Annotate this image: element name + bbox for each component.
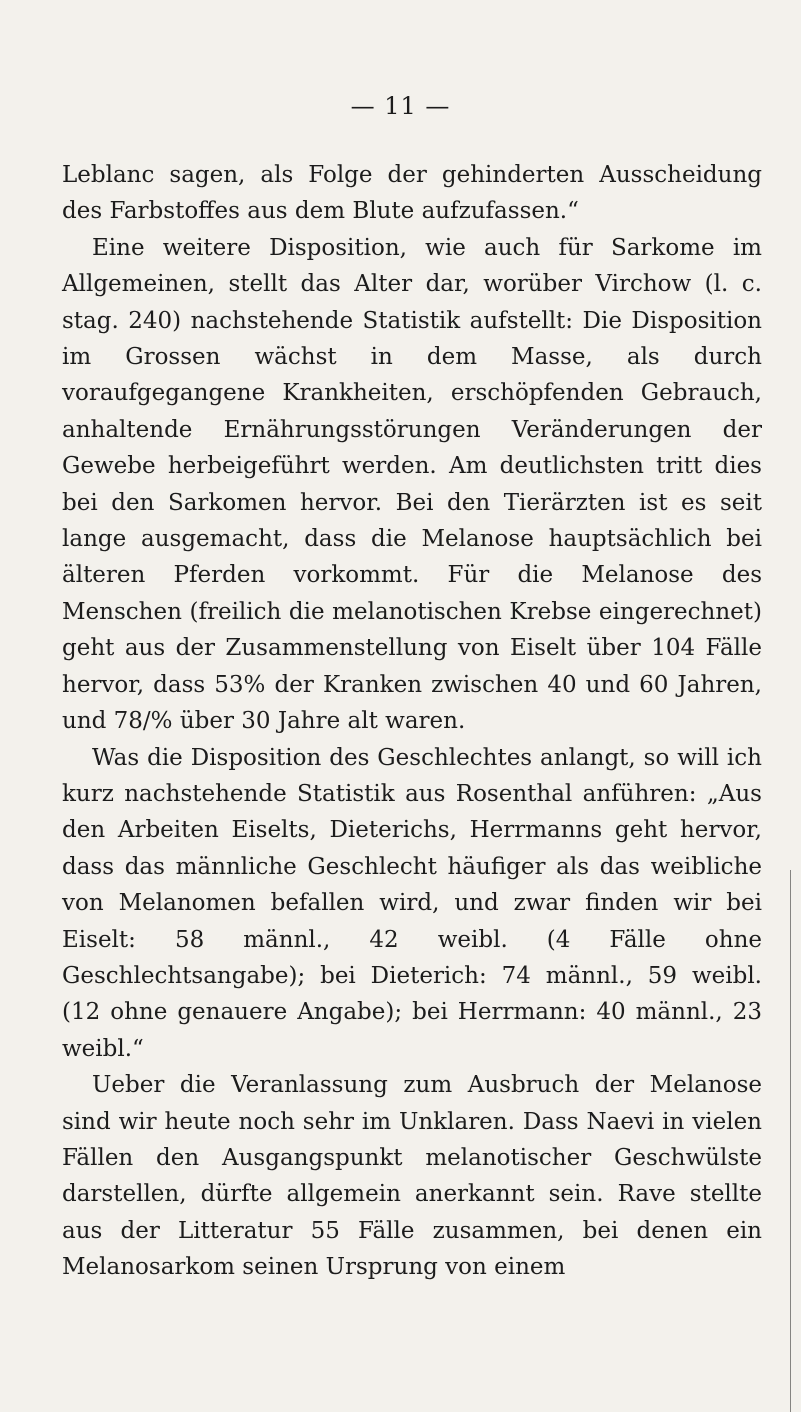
paragraph-4: Ueber die Veranlassung zum Ausbruch der Melanose sind wir heute noch sehr im Unklaren. Dass Naevi in vielen Fällen den Ausgangspunkt melanotischer Geschwülste darstellen, dürfte allgemein anerkannt sein. Rave stellte aus der Litteratur 55 Fälle zusammen, bei denen ein Melanosarkom seinen Ursprung von einem (62, 1072, 762, 1281)
paragraph-2: Eine weitere Disposition, wie auch für Sarkome im Allgemeinen, stellt das Alter dar, worüber Virchow (l. c. stag. 240) nachstehende Statistik aufstellt: Die Disposition im Grossen wächst in dem Masse, als durch voraufgegangene Krankheiten, erschöpfenden Gebrauch, anhaltende Ernährungsstörungen Veränderungen der Gewebe herbeigeführt werden. Am deutlichsten tritt dies bei den Sarkomen hervor. Bei den Tierärzten ist es seit lange ausgemacht, dass die Melanose hauptsächlich bei älteren Pferden vorkommt. Für die Melanose des Menschen (freilich die melanotischen Krebse eingerechnet) geht aus der Zusammenstellung von Eiselt über 104 Fälle hervor, dass 53% der Kranken zwischen 40 und 60 Jahren, und 78/% über 30 Jahre alt waren. (62, 234, 762, 735)
page-edge-shadow (790, 870, 791, 1412)
paragraph-1: Leblanc sagen, als Folge der gehinderten Ausscheidung des Farbstoffes aus dem Blute aufzufassen.“ (62, 162, 762, 225)
page-number: — 11 — (350, 92, 451, 120)
body-text (62, 157, 762, 1286)
paragraph-3: Was die Disposition des Geschlechtes anlangt, so will ich kurz nachstehende Statistik aus Rosenthal anführen: „Aus den Arbeiten Eiselts, Dieterichs, Herrmanns geht hervor, dass das männliche Geschlecht häufiger als das weibliche von Melanomen befallen wird, und zwar finden wir bei Eiselt: 58 männl., 42 weibl. (4 Fälle ohne Geschlechtsangabe); bei Dieterich: 74 männl., 59 weibl. (12 ohne genauere Angabe); bei Herrmann: 40 männl., 23 weibl.“ (62, 744, 762, 1062)
